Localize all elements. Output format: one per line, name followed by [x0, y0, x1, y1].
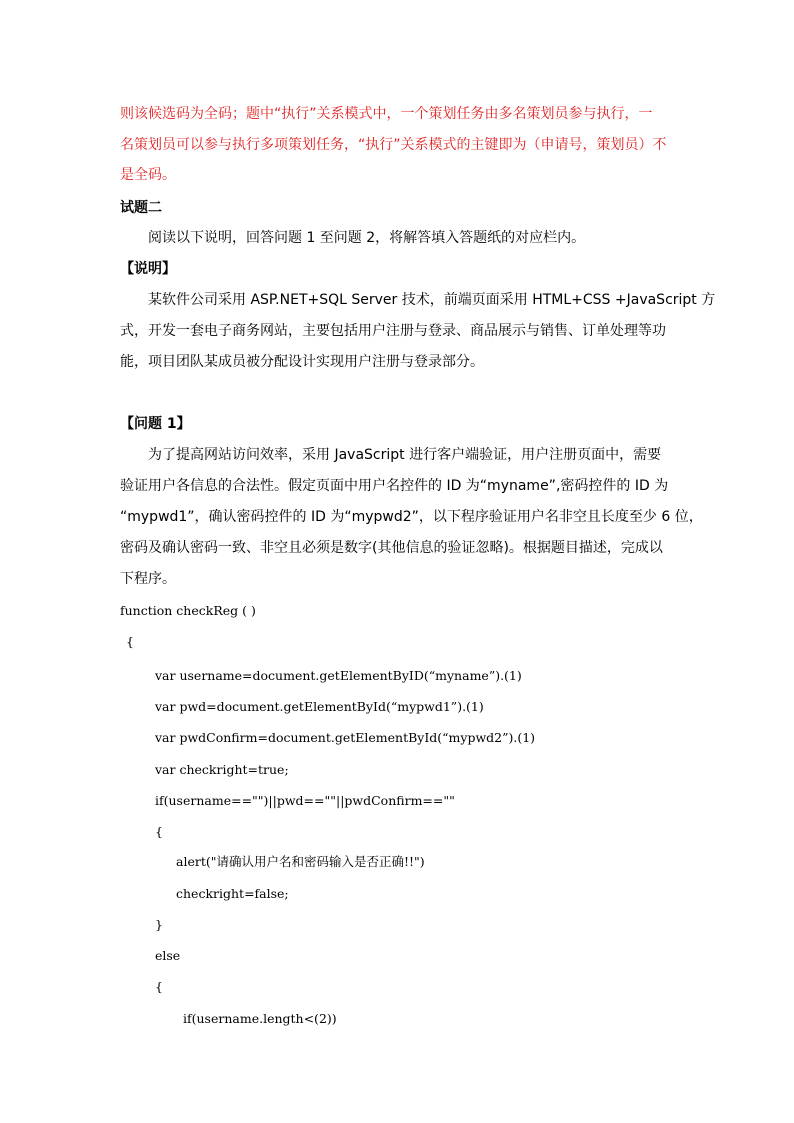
code-line: { [155, 824, 163, 839]
code-line: var checkright=true; [155, 762, 289, 777]
code-line: var username=document.getElementByID(“myname”).(1) [155, 668, 522, 683]
code-line: function checkReg ( ) [120, 603, 256, 618]
question1-line: 下程序。 [120, 571, 176, 587]
intro-line: 是全码。 [120, 167, 176, 183]
code-line: if(username=="")||pwd==""||pwdConfirm=="" [155, 793, 455, 808]
section-title: 试题二 [120, 200, 162, 216]
intro-line: 则该候选码为全码；题中“执行”关系模式中，一个策划任务由多名策划员参与执行，一 [120, 106, 653, 122]
instruction-text: 阅读以下说明，回答问题 1 至问题 2，将解答填入答题纸的对应栏内。 [148, 230, 586, 246]
intro-line: 名策划员可以参与执行多项策划任务，“执行”关系模式的主键即为（申请号，策划员）不 [120, 137, 667, 153]
question1-heading: 【问题 1】 [120, 416, 191, 432]
code-line: { [126, 634, 134, 649]
description-heading: 【说明】 [120, 261, 176, 277]
description-line: 能，项目团队某成员被分配设计实现用户注册与登录部分。 [120, 354, 484, 370]
code-line: checkright=false; [176, 886, 289, 901]
question1-line: 验证用户各信息的合法性。假定页面中用户名控件的 ID 为“myname”,密码控件的 ID 为 [120, 478, 669, 494]
question1-line: “mypwd1”，确认密码控件的 ID 为“mypwd2”，以下程序验证用户名非空且长度至少 6 位， [120, 509, 703, 525]
question1-line: 密码及确认密码一致、非空且必须是数字(其他信息的验证忽略)。根据题目描述，完成以 [120, 540, 663, 556]
description-line: 某软件公司采用 ASP.NET+SQL Server 技术，前端页面采用 HTML+CSS +JavaScript 方 [148, 292, 716, 308]
code-line: var pwdConfirm=document.getElementById(“mypwd2”).(1) [155, 730, 536, 745]
code-line: { [155, 979, 163, 994]
code-line: else [155, 948, 181, 963]
code-line: var pwd=document.getElementById(“mypwd1”).(1) [155, 699, 484, 714]
code-line: } [155, 917, 163, 932]
code-line: if(username.length<(2)) [183, 1011, 337, 1026]
code-line: alert("请确认用户名和密码输入是否正确!!") [176, 854, 425, 869]
question1-line: 为了提高网站访问效率，采用 JavaScript 进行客户端验证，用户注册页面中，需要 [148, 447, 662, 463]
description-line: 式，开发一套电子商务网站，主要包括用户注册与登录、商品展示与销售、订单处理等功 [120, 323, 666, 339]
